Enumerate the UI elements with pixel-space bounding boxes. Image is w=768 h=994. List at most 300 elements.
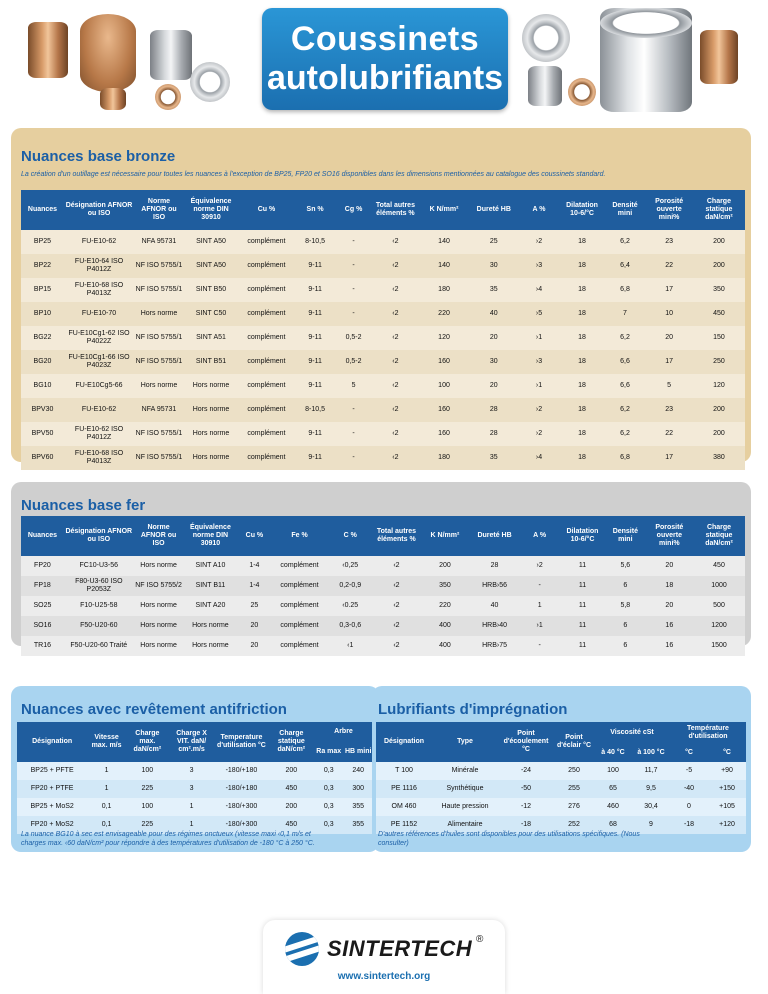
table-cell: ‹1 <box>328 636 373 656</box>
table-cell: 22 <box>645 254 693 278</box>
table-cell: BP25 + PFTE <box>17 762 87 780</box>
table-row <box>21 302 745 326</box>
table-cell: 18 <box>559 350 604 374</box>
table-cell: Hors norme <box>134 302 184 326</box>
table-cell: BP25 <box>21 230 64 254</box>
table-row <box>21 278 745 302</box>
table-cell: complément <box>238 398 295 422</box>
table-cell: 20 <box>646 556 693 576</box>
table-cell: ‹2 <box>373 596 420 616</box>
table-cell: 225 <box>126 780 169 798</box>
col-charge-x-vit: Charge X VIT. daN/ cm².m/s <box>169 722 214 762</box>
table-cell: complément <box>271 616 327 636</box>
title-line-2: autolubrifiants <box>266 59 504 97</box>
column-header: Dureté HB <box>470 516 520 556</box>
table-cell: HRB›40 <box>470 616 520 636</box>
table-cell: ›3 <box>519 254 560 278</box>
table-cell: 276 <box>554 798 594 816</box>
steel-bushing-image <box>150 30 192 80</box>
column-header: Cu % <box>237 516 271 556</box>
table-cell: F80-U3-60 ISO P2053Z <box>64 576 134 596</box>
table-cell: Hors norme <box>134 616 184 636</box>
table-cell: 400 <box>420 636 470 656</box>
table-cell: 11 <box>560 616 605 636</box>
table-cell: complément <box>238 374 295 398</box>
col-visc-40: à 40 °C <box>594 744 632 762</box>
bronze-bushing-image <box>28 22 68 78</box>
table-row <box>376 762 746 780</box>
table-cell: NF ISO 5755/1 <box>134 350 184 374</box>
table-cell: BG22 <box>21 326 64 350</box>
table-cell: SINT A10 <box>183 556 237 576</box>
col-lub-type: Type <box>432 722 498 762</box>
col-viscosite: Viscosité cSt <box>594 722 670 744</box>
table-cell: 1500 <box>693 636 745 656</box>
table-cell: Hors norme <box>183 636 237 656</box>
table-row <box>21 350 745 374</box>
table-cell: SO25 <box>21 596 64 616</box>
table-cell: PE 1116 <box>376 780 432 798</box>
table-cell: TR16 <box>21 636 64 656</box>
table-cell: -180/+180 <box>214 762 268 780</box>
table-cell: ›2 <box>519 398 560 422</box>
table-cell: 1 <box>169 816 214 834</box>
table-cell: Synthétique <box>432 780 498 798</box>
table-cell: 18 <box>559 278 604 302</box>
table-cell: 500 <box>693 596 745 616</box>
table-cell: 9-11 <box>295 302 336 326</box>
table-cell: 25 <box>469 230 519 254</box>
column-header: Porosité ouverte mini% <box>646 516 693 556</box>
table-cell: 0,3 <box>314 762 343 780</box>
lubrifiants-title: Lubrifiants d'imprégnation <box>378 701 568 718</box>
column-header: A % <box>519 190 560 230</box>
table-cell: SINT C50 <box>184 302 238 326</box>
col-charge: Charge max. daN/cm² <box>126 722 169 762</box>
table-cell: 5,8 <box>605 596 646 616</box>
table-cell: FU-E10-62 <box>64 398 134 422</box>
large-steel-bushing-image <box>600 8 692 112</box>
table-cell: -180/+300 <box>214 816 268 834</box>
table-cell: ‹2 <box>373 636 420 656</box>
table-cell: FU-E10-62 <box>64 230 134 254</box>
table-cell: Hors norme <box>184 422 238 446</box>
table-cell: ›4 <box>519 446 560 470</box>
table-cell: 355 <box>343 816 373 834</box>
table-cell: FU-E10-64 ISO P4012Z <box>64 254 134 278</box>
column-header: Charge statique daN/cm² <box>693 516 745 556</box>
table-cell: complément <box>238 302 295 326</box>
column-header: K N/mm² <box>420 516 470 556</box>
table-cell: SINT A50 <box>184 230 238 254</box>
table-cell: 450 <box>269 816 314 834</box>
table-cell: 18 <box>559 446 604 470</box>
table-cell: 380 <box>693 446 745 470</box>
table-cell: - <box>519 576 560 596</box>
table-cell: FU-E10Cg1-62 ISO P4022Z <box>64 326 134 350</box>
table-cell: 9-11 <box>295 254 336 278</box>
table-cell: 20 <box>469 374 519 398</box>
table-cell: ‹2 <box>373 576 420 596</box>
column-header: Cu % <box>238 190 295 230</box>
table-cell: ‹0,25 <box>328 556 373 576</box>
title-line-1: Coussinets <box>290 20 480 58</box>
section-lubrifiants <box>372 686 751 852</box>
table-cell: +120 <box>708 816 746 834</box>
table-row <box>21 230 745 254</box>
website-link[interactable]: www.sintertech.org <box>337 971 431 982</box>
table-cell: 355 <box>343 798 373 816</box>
table-cell: 6,2 <box>605 230 646 254</box>
table-cell: 5 <box>645 374 693 398</box>
bronze-table <box>21 190 745 470</box>
table-cell: SINT A20 <box>183 596 237 616</box>
table-cell: NFA 95731 <box>134 230 184 254</box>
table-cell: 350 <box>420 576 470 596</box>
table-cell: FU-E10-70 <box>64 302 134 326</box>
table-cell: Haute pression <box>432 798 498 816</box>
table-cell: ‹0.25 <box>328 596 373 616</box>
column-header: Équivalence norme DIN 30910 <box>184 190 238 230</box>
table-cell: 200 <box>693 398 745 422</box>
table-cell: - <box>335 422 371 446</box>
table-cell: 18 <box>559 302 604 326</box>
table-cell: BP10 <box>21 302 64 326</box>
table-row <box>21 556 745 576</box>
table-cell: NF ISO 5755/1 <box>134 254 184 278</box>
table-cell: Hors norme <box>134 636 184 656</box>
column-header: Total autres éléments % <box>372 190 420 230</box>
table-cell: -5 <box>670 762 708 780</box>
table-cell: 23 <box>645 398 693 422</box>
table-cell: 9-11 <box>295 374 336 398</box>
table-cell: HRB›75 <box>470 636 520 656</box>
col-temp-max: °C <box>708 744 746 762</box>
table-cell: -18 <box>670 816 708 834</box>
table-cell: ‹2 <box>372 326 420 350</box>
table-cell: 6,2 <box>605 398 646 422</box>
table-cell: BG20 <box>21 350 64 374</box>
fer-table-header <box>21 516 745 556</box>
table-cell: 255 <box>554 780 594 798</box>
steel-bushing-image <box>528 66 562 106</box>
table-cell: complément <box>238 422 295 446</box>
table-cell: ›1 <box>519 616 560 636</box>
table-cell: 1000 <box>693 576 745 596</box>
column-header: A % <box>519 516 560 556</box>
table-cell: 140 <box>419 254 469 278</box>
footer-logo-box <box>263 920 505 994</box>
col-lub-temperature: Température d'utilisation <box>670 722 746 744</box>
table-cell: 5 <box>335 374 371 398</box>
column-header: Dilatation 10-6/°C <box>559 190 604 230</box>
table-row <box>21 576 745 596</box>
table-cell: 225 <box>126 816 169 834</box>
table-cell: ›1 <box>519 326 560 350</box>
table-cell: 180 <box>419 278 469 302</box>
table-cell: 5,6 <box>605 556 646 576</box>
table-cell: ›2 <box>519 556 560 576</box>
table-cell: Hors norme <box>134 556 184 576</box>
table-cell: -18 <box>498 816 554 834</box>
sintertech-logo-icon <box>285 932 319 966</box>
table-cell: 65 <box>594 780 632 798</box>
table-cell: - <box>335 278 371 302</box>
col-temp-min: °C <box>670 744 708 762</box>
column-header: Dilatation 10-6/°C <box>560 516 605 556</box>
table-cell: 20 <box>237 616 271 636</box>
table-cell: 8-10,5 <box>295 230 336 254</box>
table-cell: 30 <box>469 254 519 278</box>
table-cell: complément <box>271 576 327 596</box>
table-cell: SINT A51 <box>184 326 238 350</box>
table-cell: Hors norme <box>184 398 238 422</box>
table-cell: 40 <box>470 596 520 616</box>
table-cell: 160 <box>419 398 469 422</box>
lubrifiants-table <box>376 722 746 834</box>
table-cell: ‹2 <box>372 350 420 374</box>
table-cell: 6,8 <box>605 278 646 302</box>
col-point-eclair: Point d'éclair °C <box>554 722 594 762</box>
table-cell: 0,1 <box>87 798 126 816</box>
table-cell: 18 <box>559 398 604 422</box>
fer-table <box>21 516 745 656</box>
table-cell: ‹2 <box>372 446 420 470</box>
table-row <box>21 398 745 422</box>
table-cell: ›5 <box>519 302 560 326</box>
table-cell: 1-4 <box>237 556 271 576</box>
table-cell: - <box>335 302 371 326</box>
table-cell: 6,4 <box>605 254 646 278</box>
col-vitesse: Vitesse max. m/s <box>87 722 126 762</box>
table-cell: 0,1 <box>87 816 126 834</box>
table-cell: PE 1152 <box>376 816 432 834</box>
column-header: Nuances <box>21 190 64 230</box>
table-cell: SINT B11 <box>183 576 237 596</box>
table-cell: ‹2 <box>372 254 420 278</box>
table-cell: 200 <box>420 556 470 576</box>
antifriction-table <box>17 722 373 834</box>
table-cell: complément <box>271 596 327 616</box>
table-cell: NF ISO 5755/2 <box>134 576 184 596</box>
table-cell: 6 <box>605 616 646 636</box>
table-cell: 0 <box>670 798 708 816</box>
table-cell: 0,3 <box>314 780 343 798</box>
table-cell: 0,3 <box>314 816 343 834</box>
table-cell: 8-10,5 <box>295 398 336 422</box>
table-row <box>17 798 373 816</box>
table-cell: OM 460 <box>376 798 432 816</box>
bronze-note: La création d'un outillage est nécessaire pour toutes les nuances à l'exception de BP25, FP20 et SO16 disponibles dans les dimensions mentionnées au catalogue des coussinets standard. <box>21 171 606 178</box>
table-cell: 17 <box>645 278 693 302</box>
lubrifiants-note: D'autres références d'huiles sont disponibles pour des utilisations spécifiques. (Nous consulter) <box>378 831 640 847</box>
table-cell: 252 <box>554 816 594 834</box>
table-cell: NFA 95731 <box>134 398 184 422</box>
table-cell: BPV50 <box>21 422 64 446</box>
table-cell: 1 <box>87 780 126 798</box>
column-header: Désignation AFNOR ou ISO <box>64 516 134 556</box>
fer-title: Nuances base fer <box>21 497 146 514</box>
table-cell: 6,8 <box>605 446 646 470</box>
table-cell: 28 <box>469 422 519 446</box>
table-cell: 10 <box>645 302 693 326</box>
bronze-title: Nuances base bronze <box>21 148 176 165</box>
page-header <box>0 0 768 120</box>
column-header: Norme AFNOR ou ISO <box>134 516 184 556</box>
table-cell: 3 <box>169 762 214 780</box>
table-row <box>21 636 745 656</box>
table-cell: 120 <box>693 374 745 398</box>
table-cell: 6,6 <box>605 374 646 398</box>
table-cell: 11 <box>560 596 605 616</box>
col-visc-100: à 100 °C <box>632 744 670 762</box>
table-cell: NF ISO 5755/1 <box>134 326 184 350</box>
table-cell: ‹2 <box>372 302 420 326</box>
table-cell: 200 <box>693 230 745 254</box>
table-cell: 0,5-2 <box>335 350 371 374</box>
column-header: Densité mini <box>605 190 646 230</box>
table-cell: 20 <box>469 326 519 350</box>
table-cell: SINT B50 <box>184 278 238 302</box>
table-cell: complément <box>271 636 327 656</box>
column-header: Nuances <box>21 516 64 556</box>
column-header: Sn % <box>295 190 336 230</box>
table-cell: complément <box>238 326 295 350</box>
table-cell: 220 <box>419 302 469 326</box>
table-cell: FU-E10Cg1-66 ISO P4023Z <box>64 350 134 374</box>
table-cell: 100 <box>126 798 169 816</box>
table-cell: 1-4 <box>237 576 271 596</box>
table-cell: +105 <box>708 798 746 816</box>
table-row <box>21 326 745 350</box>
section-fer <box>11 482 751 649</box>
table-row <box>376 798 746 816</box>
table-cell: 200 <box>269 762 314 780</box>
table-cell: ›1 <box>519 374 560 398</box>
table-cell: FU-E10-68 ISO P4013Z <box>64 278 134 302</box>
table-cell: 35 <box>469 278 519 302</box>
table-cell: NF ISO 5755/1 <box>134 446 184 470</box>
table-cell: 300 <box>343 780 373 798</box>
table-cell: complément <box>238 278 295 302</box>
table-cell: - <box>335 446 371 470</box>
table-cell: ›2 <box>519 422 560 446</box>
table-cell: 6,2 <box>605 422 646 446</box>
table-cell: F50-U20-60 <box>64 616 134 636</box>
table-row <box>21 374 745 398</box>
bronze-ring-image <box>155 84 181 110</box>
column-header: Fe % <box>271 516 327 556</box>
table-cell: 1 <box>519 596 560 616</box>
table-cell: FP20 + PTFE <box>17 780 87 798</box>
table-row <box>21 446 745 470</box>
antifriction-title: Nuances avec revêtement antifriction <box>21 701 287 718</box>
table-cell: 160 <box>419 422 469 446</box>
col-lub-designation: Désignation <box>376 722 432 762</box>
table-cell: 160 <box>419 350 469 374</box>
table-cell: 30,4 <box>632 798 670 816</box>
table-cell: Minérale <box>432 762 498 780</box>
table-cell: 0,3-0,6 <box>328 616 373 636</box>
table-cell: SINT A50 <box>184 254 238 278</box>
table-cell: 1 <box>169 798 214 816</box>
table-cell: 11 <box>560 556 605 576</box>
antifriction-note: La nuance BG10 à sec est envisageable pour des régimes onctueux (vitesse maxi ‹0,1 m/s et charges max. ‹60 daN/cm² pour répondre à des températures d'utilisation de -180 °C à 250 °C. <box>21 831 315 847</box>
table-cell: 20 <box>237 636 271 656</box>
table-cell: T 100 <box>376 762 432 780</box>
table-cell: 350 <box>693 278 745 302</box>
table-cell: 18 <box>559 374 604 398</box>
column-header: K N/mm² <box>419 190 469 230</box>
table-cell: 9-11 <box>295 446 336 470</box>
table-cell: 11 <box>560 576 605 596</box>
table-cell: 250 <box>693 350 745 374</box>
table-cell: ›3 <box>519 350 560 374</box>
col-point-ecoulement: Point d'écoulement °C <box>498 722 554 762</box>
col-hb-mini: HB mini <box>343 742 373 762</box>
table-cell: ‹2 <box>372 422 420 446</box>
table-cell: complément <box>271 556 327 576</box>
table-row <box>21 422 745 446</box>
table-cell: FU-E10Cg5-66 <box>64 374 134 398</box>
table-cell: F50-U20-60 Traité <box>64 636 134 656</box>
table-cell: 140 <box>419 230 469 254</box>
column-header: C % <box>328 516 373 556</box>
table-cell: 18 <box>646 576 693 596</box>
table-cell: 6 <box>605 576 646 596</box>
bronze-ring-image <box>568 78 596 106</box>
table-cell: 11 <box>560 636 605 656</box>
table-cell: 100 <box>419 374 469 398</box>
table-cell: FU-E10-68 ISO P4013Z <box>64 446 134 470</box>
brand-name: SINTERTECH <box>327 936 473 961</box>
table-cell: 240 <box>343 762 373 780</box>
table-cell: 150 <box>693 326 745 350</box>
table-cell: 35 <box>469 446 519 470</box>
table-cell: 23 <box>645 230 693 254</box>
table-cell: 200 <box>693 254 745 278</box>
table-cell: ‹2 <box>372 278 420 302</box>
column-header: Norme AFNOR ou ISO <box>134 190 184 230</box>
table-row <box>21 616 745 636</box>
section-antifriction <box>11 686 379 852</box>
column-header: Densité mini <box>605 516 646 556</box>
table-cell: 400 <box>420 616 470 636</box>
column-header: Charge statique daN/cm² <box>693 190 745 230</box>
table-cell: 220 <box>420 596 470 616</box>
table-cell: BP25 + MoS2 <box>17 798 87 816</box>
column-header: Total autres éléments % <box>373 516 420 556</box>
table-cell: -180/+300 <box>214 798 268 816</box>
table-cell: 450 <box>269 780 314 798</box>
table-cell: 9,5 <box>632 780 670 798</box>
table-cell: 18 <box>559 254 604 278</box>
table-cell: Hors norme <box>134 596 184 616</box>
table-cell: BG10 <box>21 374 64 398</box>
steel-ring-image <box>190 62 230 102</box>
table-cell: 6 <box>605 636 646 656</box>
table-cell: 28 <box>470 556 520 576</box>
table-cell: ‹2 <box>373 556 420 576</box>
table-cell: 20 <box>645 326 693 350</box>
table-cell: F10-U25-58 <box>64 596 134 616</box>
table-cell: +150 <box>708 780 746 798</box>
table-cell: ‹2 <box>372 398 420 422</box>
table-cell: Hors norme <box>134 374 184 398</box>
table-cell: 9 <box>632 816 670 834</box>
table-cell: FP20 <box>21 556 64 576</box>
table-row <box>17 780 373 798</box>
